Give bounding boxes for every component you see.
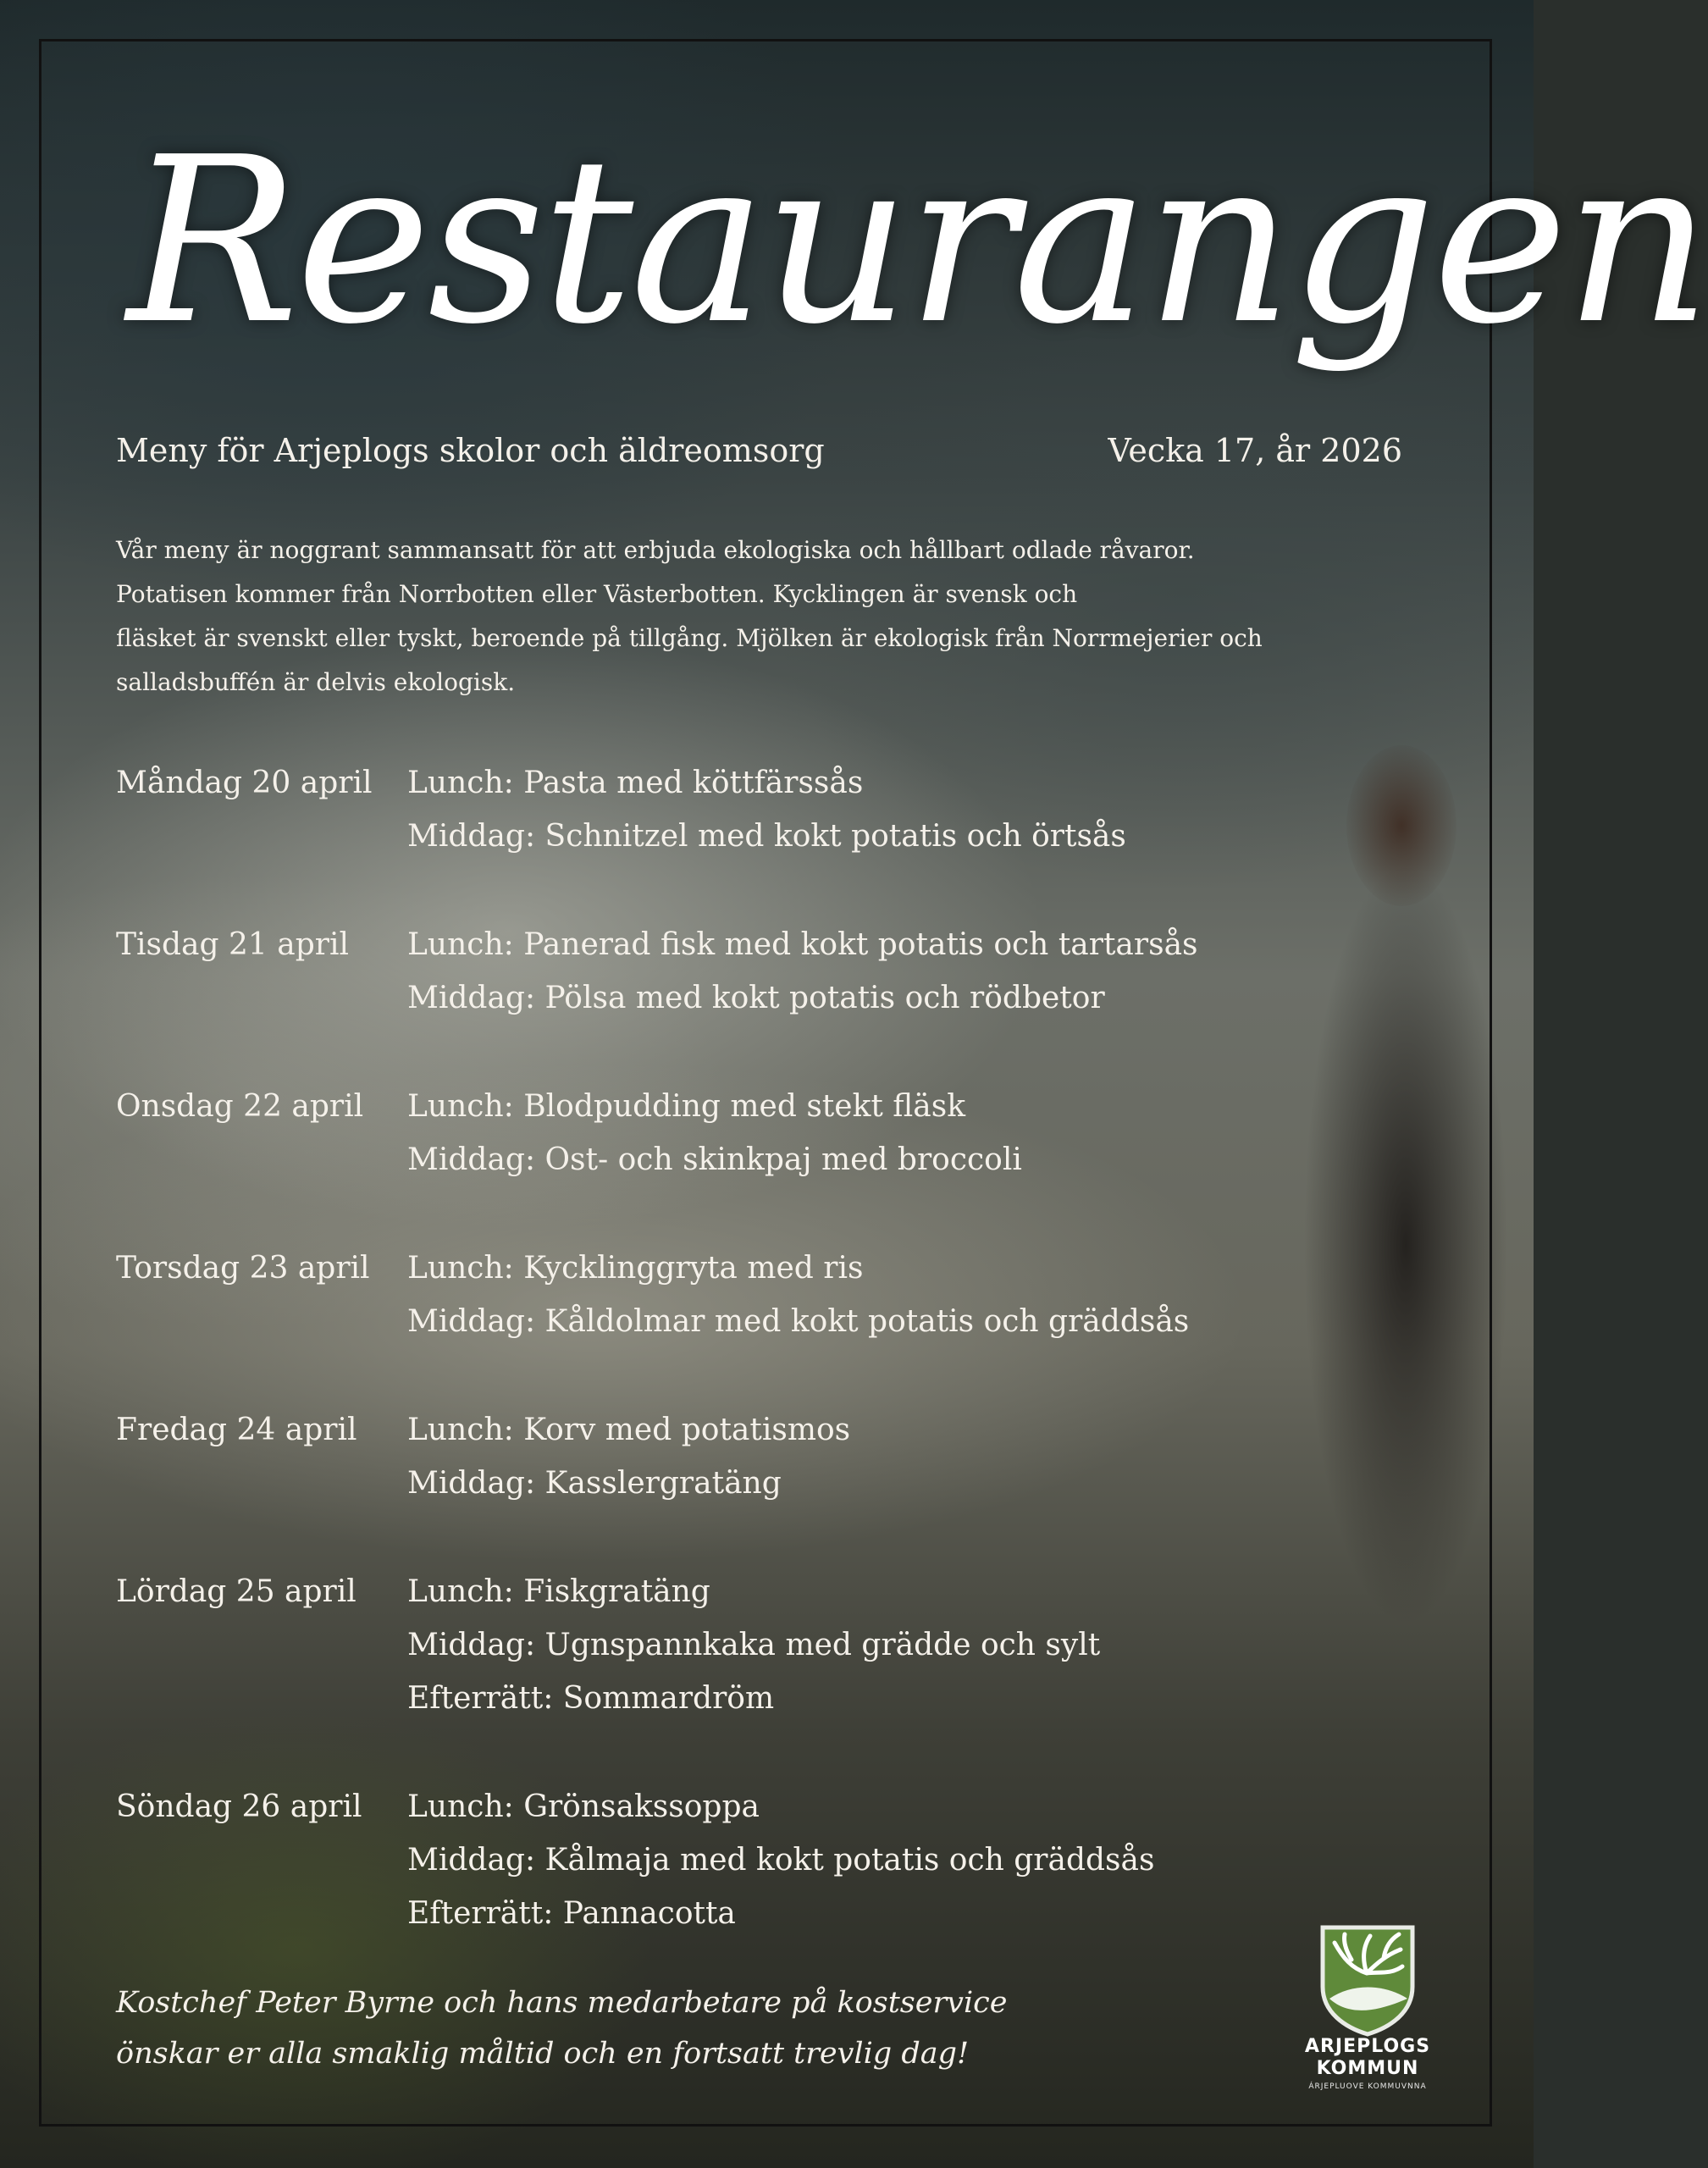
meal-lunch: Lunch: Korv med potatismos — [407, 1413, 851, 1447]
meal-list — [407, 1780, 1154, 1940]
meal-dinner: Middag: Pölsa med kokt potatis och rödbetor — [407, 981, 1105, 1015]
intro-line: salladsbuffén är delvis ekologisk. — [116, 668, 516, 696]
day-name: Söndag 26 april — [116, 1789, 362, 1824]
day-name: Måndag 20 april — [116, 766, 373, 800]
logo-line-2: KOMMUN — [1316, 2058, 1419, 2079]
intro-line: Potatisen kommer från Norrbotten eller Västerbotten. Kycklingen är svensk och — [116, 580, 1078, 608]
meal-list — [407, 1080, 1022, 1186]
meal-lunch: Lunch: Pasta med köttfärssås — [407, 766, 864, 800]
meal-dinner: Middag: Ugnspannkaka med grädde och sylt — [407, 1628, 1101, 1662]
logo-line-3: ÁRJEPLUOVE KOMMUVNNA — [1308, 2082, 1427, 2091]
closing-line: Kostchef Peter Byrne och hans medarbetare på kostservice — [116, 1986, 1008, 2020]
menu-day-sunday — [116, 1780, 1386, 1940]
day-name: Torsdag 23 april — [116, 1251, 370, 1286]
meal-dinner: Middag: Kålmaja med kokt potatis och gräddsås — [407, 1843, 1155, 1878]
meal-dinner: Middag: Kasslergratäng — [407, 1466, 782, 1501]
meal-dessert: Efterrätt: Pannacotta — [407, 1896, 736, 1931]
menu-day-thursday — [116, 1242, 1386, 1348]
intro-line: Vår meny är noggrant sammansatt för att erbjuda ekologiska och hållbart odlade råvaror. — [116, 536, 1195, 564]
day-name: Onsdag 22 april — [116, 1089, 364, 1124]
day-name: Tisdag 21 april — [116, 927, 349, 962]
meal-dinner: Middag: Kåldolmar med kokt potatis och gräddsås — [407, 1304, 1190, 1339]
meal-list — [407, 756, 1126, 863]
closing-message — [116, 1977, 1007, 2079]
meal-lunch: Lunch: Panerad fisk med kokt potatis och tartarsås — [407, 927, 1198, 962]
day-name: Fredag 24 april — [116, 1413, 357, 1447]
menu-subtitle: Meny för Arjeplogs skolor och äldreomsorg — [116, 432, 825, 469]
meal-list — [407, 1565, 1100, 1725]
meal-lunch: Lunch: Fiskgratäng — [407, 1574, 710, 1609]
meal-lunch: Lunch: Blodpudding med stekt fläsk — [407, 1089, 966, 1124]
meal-list — [407, 1403, 850, 1510]
meal-dessert: Efterrätt: Sommardröm — [407, 1681, 775, 1716]
arjeplog-crest-icon — [1318, 1924, 1418, 2036]
weekly-menu — [116, 756, 1386, 1995]
menu-day-saturday — [116, 1565, 1386, 1725]
menu-day-tuesday — [116, 918, 1386, 1025]
meal-lunch: Lunch: Kycklinggryta med ris — [407, 1251, 864, 1286]
meal-dinner: Middag: Schnitzel med kokt potatis och örtsås — [407, 819, 1126, 854]
menu-day-monday — [116, 756, 1386, 863]
municipality-logo — [1304, 1924, 1431, 2093]
closing-line: önskar er alla smaklig måltid och en fortsatt trevlig dag! — [116, 2037, 970, 2071]
meal-lunch: Lunch: Grönsakssoppa — [407, 1789, 760, 1824]
meal-list — [407, 918, 1198, 1025]
meal-dinner: Middag: Ost- och skinkpaj med broccoli — [407, 1142, 1022, 1177]
menu-day-friday — [116, 1403, 1386, 1510]
day-name: Lördag 25 april — [116, 1574, 357, 1609]
intro-text — [116, 528, 1318, 705]
intro-line: fläsket är svenskt eller tyskt, beroende på tillgång. Mjölken är ekologisk från Norrmejerier och — [116, 624, 1263, 652]
week-label: Vecka 17, år 2026 — [1108, 432, 1402, 469]
meal-list — [407, 1242, 1189, 1348]
menu-day-wednesday — [116, 1080, 1386, 1186]
logo-line-1: ARJEPLOGS — [1304, 2036, 1431, 2057]
page-title: Restaurangen — [127, 108, 1708, 374]
